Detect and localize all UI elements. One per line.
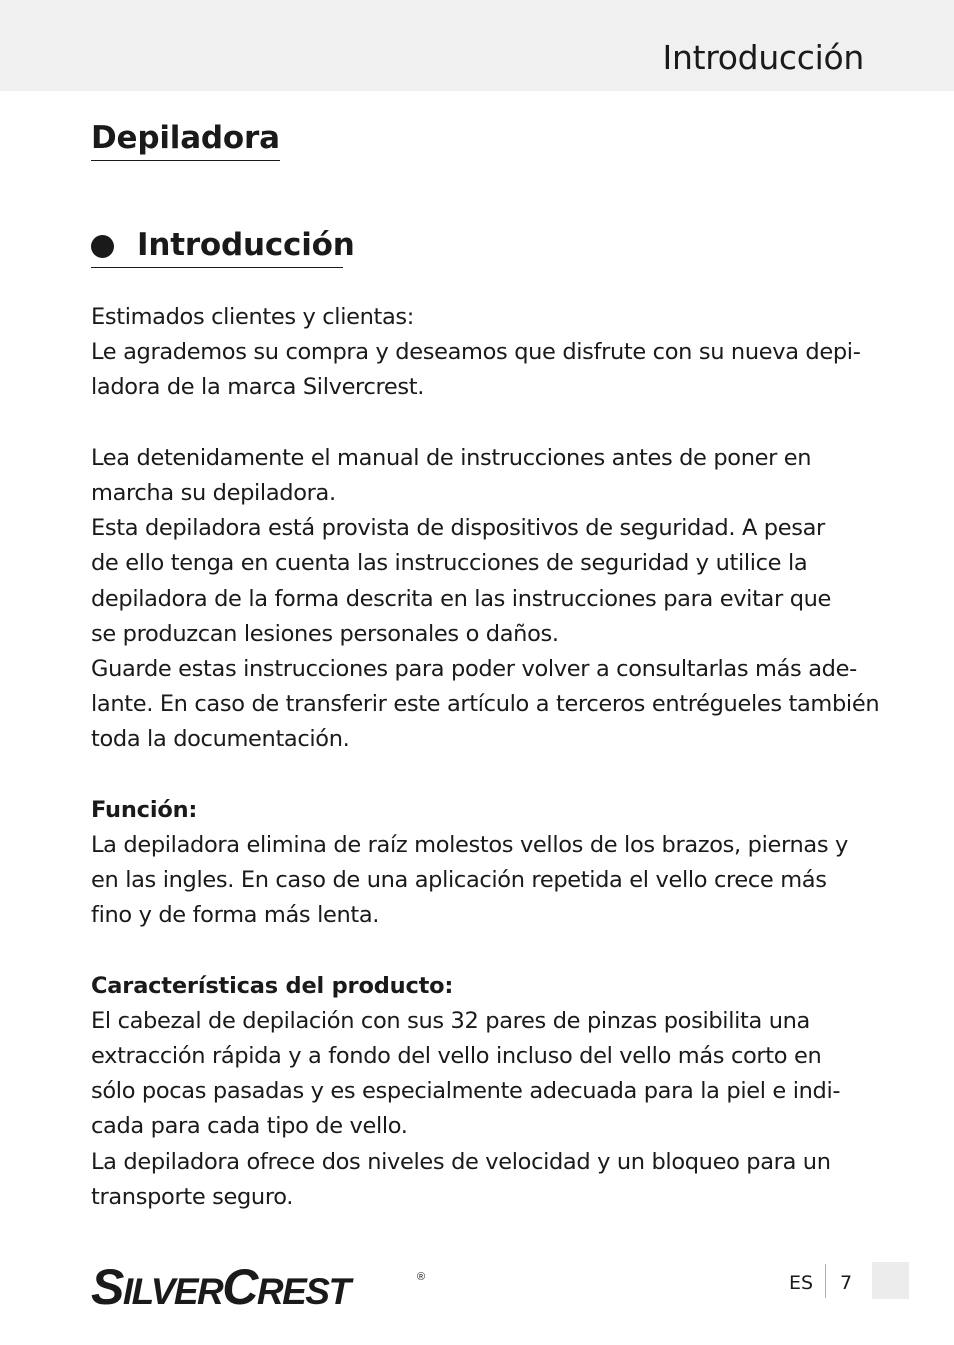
text-line: Guarde estas instrucciones para poder volver a consultarlas más ade- <box>91 655 857 682</box>
text-line: depiladora de la forma descrita en las instrucciones para evitar que <box>91 585 832 612</box>
text-line: marcha su depiladora. <box>91 479 336 506</box>
section-heading <box>91 223 355 268</box>
text-line: transporte seguro. <box>91 1183 294 1210</box>
page-number: 7 <box>840 1272 853 1294</box>
paragraph-gap <box>91 933 871 968</box>
body-text <box>91 300 880 1215</box>
page-tab-marker <box>872 1262 909 1299</box>
language-code: ES <box>789 1272 814 1294</box>
text-line: Lea detenidamente el manual de instrucciones antes de poner en <box>91 444 812 471</box>
text-line: La depiladora ofrece dos niveles de velocidad y un bloqueo para un <box>91 1148 831 1175</box>
svg-text:®: ® <box>417 1271 426 1283</box>
paragraph-gap <box>91 757 871 792</box>
paragraph-gap <box>91 406 871 441</box>
text-line: lante. En caso de transferir este artículo a terceros entrégueles también <box>91 691 880 718</box>
text-line: extracción rápida y a fondo del vello incluso del vello más corto en <box>91 1042 822 1069</box>
text-line: Esta depiladora está provista de dispositivos de seguridad. A pesar <box>91 515 825 542</box>
text-line: cada para cada tipo de vello. <box>91 1113 408 1140</box>
text-line: en las ingles. En caso de una aplicación repetida el vello crece más <box>91 867 827 893</box>
footer-divider <box>825 1264 826 1298</box>
document-title: Depiladora <box>91 118 280 161</box>
text-line: de ello tenga en cuenta las instrucciones de seguridad y utilice la <box>91 550 808 577</box>
running-header-title: Introducción <box>662 38 864 77</box>
subheading: Características del producto: <box>91 972 454 999</box>
text-line: sólo pocas pasadas y es especialmente adecuada para la piel e indi- <box>91 1078 841 1105</box>
svg-text:SILVERCREST: SILVERCREST <box>91 1262 350 1310</box>
subheading: Función: <box>91 796 198 823</box>
silvercrest-logo <box>91 1262 431 1310</box>
text-line: ladora de la marca Silvercrest. <box>91 374 425 401</box>
text-line: se produzcan lesiones personales o daños. <box>91 620 559 647</box>
bullet-dot-icon <box>91 235 114 258</box>
text-line: fino y de forma más lenta. <box>91 902 380 929</box>
text-line: Estimados clientes y clientas: <box>91 304 415 330</box>
text-line: toda la documentación. <box>91 726 350 753</box>
text-line: El cabezal de depilación con sus 32 pares de pinzas posibilita una <box>91 1007 810 1034</box>
text-line: Le agrademos su compra y deseamos que disfrute con su nueva depi- <box>91 339 861 366</box>
section-title: Introducción <box>137 227 355 263</box>
text-line: La depiladora elimina de raíz molestos vellos de los brazos, piernas y <box>91 831 848 858</box>
